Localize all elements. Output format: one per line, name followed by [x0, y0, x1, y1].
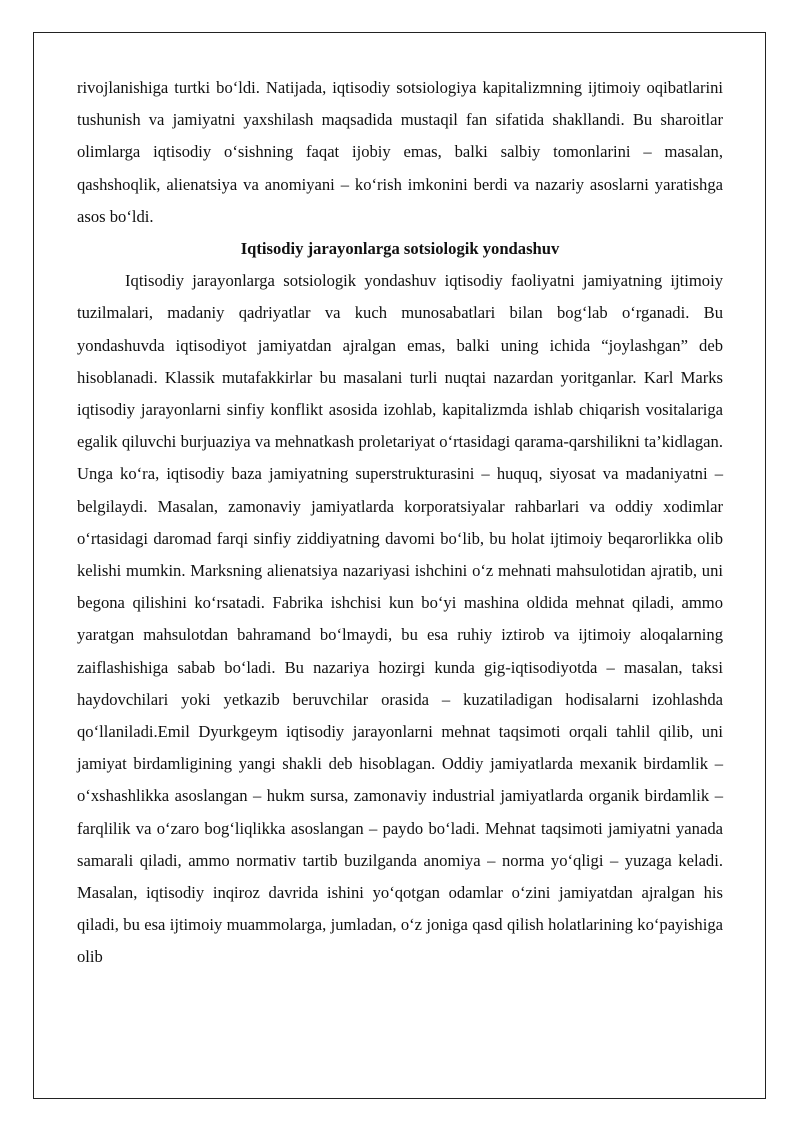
section-heading: Iqtisodiy jarayonlarga sotsiologik yondashuv [240, 239, 560, 259]
paragraph: Iqtisodiy jarayonlarga sotsiologik yondashuv iqtisodiy faoliyatni jamiyatning ijtimoiy tuzilmalari, madaniy qadriyatlar va kuch munosabatlari bilan bog‘lab o‘rganadi. Bu yondashuvda iqtisodiyot jamiyatdan ajralgan emas, balki uning ichida “joylashgan” deb hisoblanadi. Klassik mutafakkirlar bu masalani turli nuqtai nazardan yoritganlar. Karl Marks iqtisodiy jarayonlarni sinfiy konflikt asosida izohlab, kapitalizmda ishlab chiqarish vositalariga egalik qiluvchi burjuaziya va mehnatkash proletariyat o‘rtasidagi qarama-qarshilikni ta’kidlagan. Unga ko‘ra, iqtisodiy baza jamiyatning superstrukturasini – huquq, siyosat va madaniyatni – belgilaydi. Masalan, zamonaviy jamiyatlarda korporatsiyalar rahbarlari va oddiy xodimlar o‘rtasidagi daromad farqi sinfiy ziddiyatning davomi bo‘lib, bu holat ijtimoiy beqarorlikka olib kelishi mumkin. Marksning alienatsiya nazariyasi ishchini o‘z mehnati mahsulotidan ajratib, uni begona qilishini ko‘rsatadi. Fabrika ishchisi kun bo‘yi mashina oldida mehnat qiladi, ammo yaratgan mahsulotdan bahramand bo‘lmaydi, bu esa ruhiy iztirob va ijtimoiy aloqalarning zaiflashishiga sabab bo‘ladi. Bu nazariya hozirgi kunda gig-iqtisodiyotda – masalan, taksi haydovchilari yoki yetkazib beruvchilar orasida – kuzatiladigan hodisalarni izohlashda qo‘llaniladi.Emil Dyurkgeym iqtisodiy jarayonlarni mehnat taqsimoti orqali tahlil qilib, uni jamiyat birdamligining yangi shakli deb hisoblagan. Oddiy jamiyatlarda mexanik birdamlik – o‘xshashlikka asoslangan – hukm sursa, zamonaviy industrial jamiyatlarda organik birdamlik – farqlilik va o‘zaro bog‘liqlikka asoslangan – paydo bo‘ladi. Mehnat taqsimoti jamiyatni yanada samarali qiladi, ammo normativ tartib buzilganda anomiya – norma yo‘qligi – yuzaga keladi. Masalan, iqtisodiy inqiroz davrida ishini yo‘qotgan odamlar o‘zini jamiyatdan ajralgan his qiladi, bu esa ijtimoiy muammolarga, jumladan, o‘z joniga qasd qilish holatlarining ko‘payishiga olib [77, 271, 723, 967]
document-body [77, 72, 723, 974]
paragraph: rivojlanishiga turtki bo‘ldi. Natijada, iqtisodiy sotsiologiya kapitalizmning ijtimoiy oqibatlarini tushunish va jamiyatni yaxshilash maqsadida mustaqil fan sifatida shakllandi. Bu sharoitlar olimlarga iqtisodiy o‘sishning faqat ijobiy emas, balki salbiy tomonlarini – masalan, qashshoqlik, alienatsiya va anomiyani – ko‘rish imkonini berdi va nazariy asoslarni yaratishga asos bo‘ldi. [77, 78, 723, 226]
